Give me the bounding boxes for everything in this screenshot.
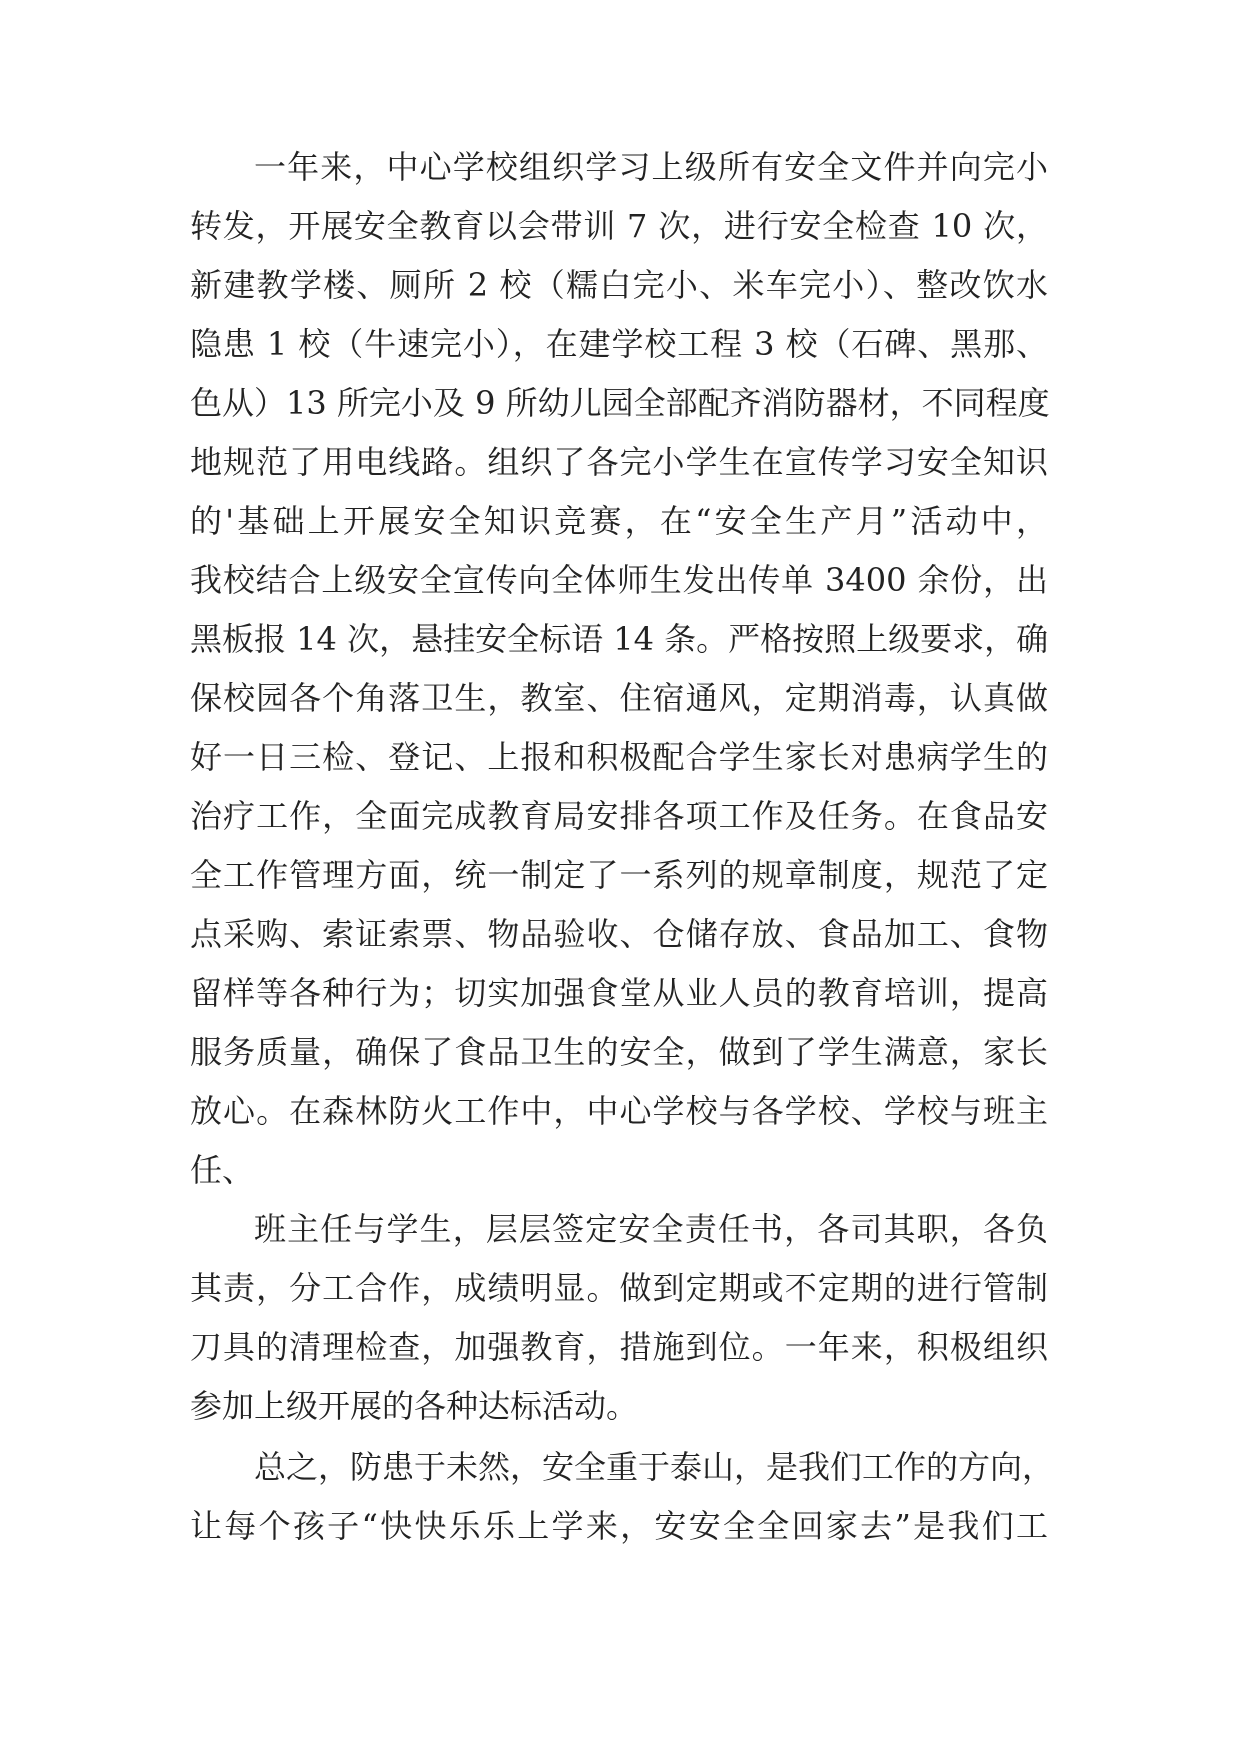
paragraph-line: 服务质量，确保了食品卫生的安全，做到了学生满意，家长 bbox=[190, 1033, 1048, 1071]
paragraph-line: 黑板报 14 次，悬挂安全标语 14 条。严格按照上级要求，确 bbox=[190, 620, 1049, 658]
paragraph-line: 治疗工作，全面完成教育局安排各项工作及任务。在食品安 bbox=[190, 797, 1048, 835]
paragraph-line: 色从）13 所完小及 9 所幼儿园全部配齐消防器材，不同程度 bbox=[190, 384, 1050, 422]
paragraph-line: 总之，防患于未然，安全重于泰山，是我们工作的方向， bbox=[254, 1448, 1055, 1486]
paragraph-line: 其责，分工合作，成绩明显。做到定期或不定期的进行管制 bbox=[190, 1269, 1048, 1307]
paragraph-line: 好一日三检、登记、上报和积极配合学生家长对患病学生的 bbox=[190, 738, 1048, 776]
paragraph-line: 参加上级开展的各种达标活动。 bbox=[190, 1387, 639, 1425]
paragraph-line: 放心。在森林防火工作中，中心学校与各学校、学校与班主 bbox=[190, 1092, 1048, 1130]
paragraph-line: 的'基础上开展安全知识竞赛，在“安全生产月”活动中， bbox=[190, 502, 1048, 540]
paragraph-line: 点采购、索证索票、物品验收、仓储存放、食品加工、食物 bbox=[190, 915, 1048, 953]
paragraph-line: 班主任与学生，层层签定安全责任书，各司其职，各负 bbox=[254, 1210, 1048, 1248]
paragraph-line: 全工作管理方面，统一制定了一系列的规章制度，规范了定 bbox=[190, 856, 1048, 894]
paragraph-line: 地规范了用电线路。组织了各完小学生在宣传学习安全知识 bbox=[190, 443, 1048, 481]
paragraph-line: 新建教学楼、厕所 2 校（糯白完小、米车完小）、整改饮水 bbox=[190, 266, 1048, 304]
paragraph-line: 保校园各个角落卫生，教室、住宿通风，定期消毒，认真做 bbox=[190, 679, 1048, 717]
paragraph-line: 任、 bbox=[190, 1151, 255, 1189]
paragraph-line: 留样等各种行为；切实加强食堂从业人员的教育培训，提高 bbox=[190, 974, 1048, 1012]
paragraph-line: 转发，开展安全教育以会带训 7 次，进行安全检查 10 次， bbox=[190, 207, 1048, 245]
paragraph-line: 一年来，中心学校组织学习上级所有安全文件并向完小 bbox=[254, 148, 1048, 186]
paragraph-line: 隐患 1 校（牛速完小），在建学校工程 3 校（石碑、黑那、 bbox=[190, 325, 1048, 363]
paragraph-line: 让每个孩子“快快乐乐上学来，安安全全回家去”是我们工 bbox=[190, 1507, 1048, 1545]
paragraph-line: 刀具的清理检查，加强教育，措施到位。一年来，积极组织 bbox=[190, 1328, 1048, 1366]
paragraph-line: 我校结合上级安全宣传向全体师生发出传单 3400 余份，出 bbox=[190, 561, 1048, 599]
